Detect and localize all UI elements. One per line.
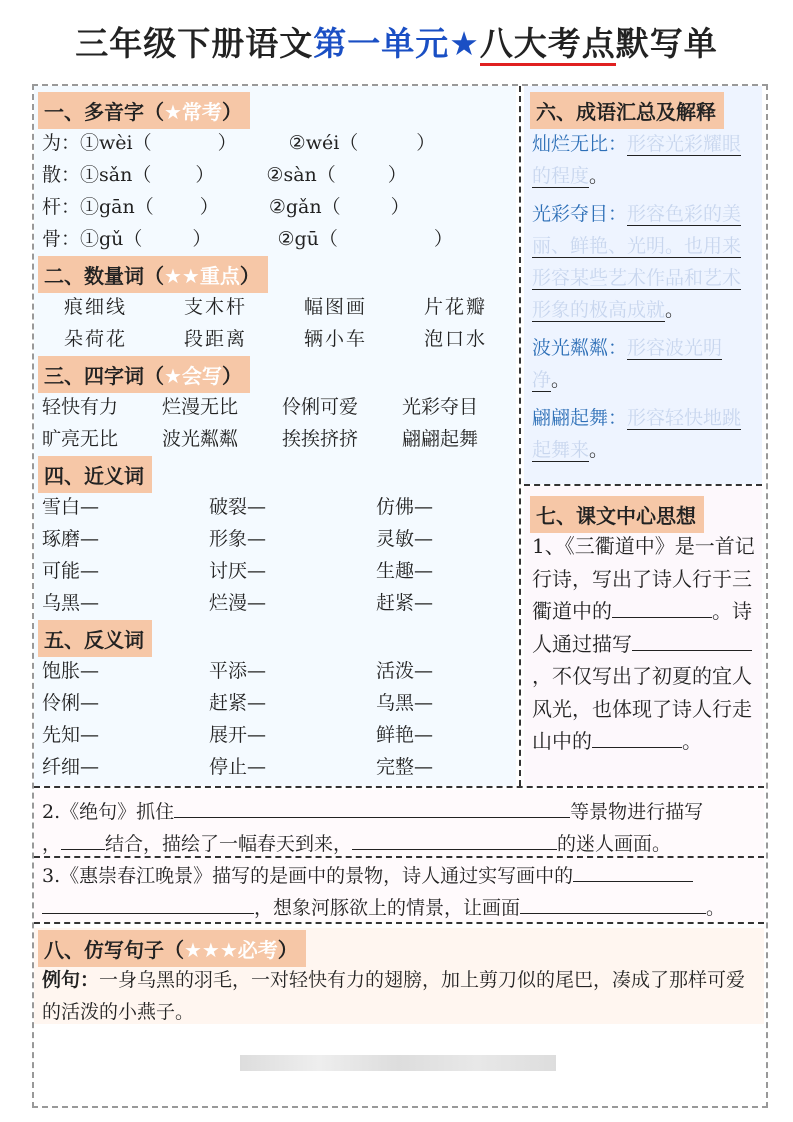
- s4-row-2: 琢磨— 形象— 灵敏—: [42, 528, 434, 550]
- idiom-1: 灿烂无比：形容光彩耀眼的程度。: [532, 133, 742, 187]
- page-title: [0, 18, 793, 65]
- s5-row-3: 先知— 展开— 鲜艳—: [42, 724, 434, 746]
- title-part3: 八大考点: [480, 24, 616, 66]
- s8-example: [42, 964, 758, 1028]
- title-part1: 三年级下册语文: [75, 24, 314, 63]
- section3-heading: 三、四字词（★会写）: [38, 356, 250, 393]
- s7-para-2: 2.《绝句》抓住 等景物进行描写 ， 结合，描绘了一幅春天到来， 的迷人画面。: [42, 801, 704, 855]
- vertical-divider: [519, 86, 521, 786]
- s1-row-3: 杆：①gān（ ） ②gǎn（ ）: [42, 196, 410, 218]
- s4-row-3: 可能— 讨厌— 生趣—: [42, 560, 434, 582]
- s7-para-1: 1、《三衢道中》是一首记行诗，写出了诗人行于三衢道中的 。诗人通过描写，不仅写出了初夏的宜人风光，也体现了诗人行走山中的 。: [532, 534, 755, 753]
- title-part4: 默写单: [615, 24, 718, 63]
- divider-1: [34, 786, 764, 788]
- s5-row-1: 饱胀— 平添— 活泼—: [42, 660, 434, 682]
- blurred-footer: [240, 1055, 556, 1071]
- s4-row-4: 乌黑— 烂漫— 赶紧—: [42, 592, 434, 614]
- s2-row-2: 朵荷花 段距离 辆小车 泡口水: [64, 328, 488, 350]
- s2-row-1: 痕细线 支木杆 幅图画 片花瓣: [64, 296, 488, 318]
- section6-heading: 六、成语汇总及解释: [530, 92, 724, 129]
- s7-para-3: 3.《惠崇春江晚景》描写的是画中的景物，诗人通过实写画中的 ，想象河豚欲上的情景，让画面 。: [42, 865, 726, 919]
- section8-heading: 八、仿写句子（★★★必考）: [38, 930, 306, 967]
- title-part2: 第一单元★: [313, 24, 480, 63]
- section7-heading: 七、课文中心思想: [530, 496, 704, 533]
- example-label: 例句：: [42, 969, 100, 991]
- s1-row-4: 骨：①gǔ（ ） ②gū（ ）: [42, 228, 453, 250]
- section1-heading: 一、多音字（★常考）: [38, 92, 250, 129]
- section5-heading: 五、反义词: [38, 620, 152, 657]
- s3-row-1: 轻快有力 烂漫无比 伶俐可爱 光彩夺目: [42, 396, 479, 418]
- s6-idioms: [532, 128, 756, 466]
- s3-row-2: 旷亮无比 波光粼粼 挨挨挤挤 翩翩起舞: [42, 428, 479, 450]
- s1-row-2: 散：①sǎn（ ） ②sàn（ ）: [42, 164, 407, 186]
- s1-row-1: 为：①wèi（ ） ②wéi（ ）: [42, 132, 436, 154]
- example-text: 一身乌黑的羽毛，一对轻快有力的翅膀，加上剪刀似的尾巴，凑成了那样可爱的活泼的小燕子。: [42, 969, 746, 1023]
- idiom-2: 光彩夺目：形容色彩的美丽、鲜艳、光明。也用来形容某些艺术作品和艺术形象的极高成就。: [532, 203, 742, 321]
- idiom-3: 波光粼粼：形容波光明净。: [532, 337, 723, 391]
- idiom-4: 翩翩起舞：形容轻快地跳起舞来。: [532, 407, 742, 461]
- section4-heading: 四、近义词: [38, 456, 152, 493]
- s5-row-4: 纤细— 停止— 完整—: [42, 756, 434, 778]
- s4-row-1: 雪白— 破裂— 仿佛—: [42, 496, 434, 518]
- section2-heading: 二、数量词（★★重点）: [38, 256, 268, 293]
- right-divider: [524, 484, 762, 486]
- s5-row-2: 伶俐— 赶紧— 乌黑—: [42, 692, 434, 714]
